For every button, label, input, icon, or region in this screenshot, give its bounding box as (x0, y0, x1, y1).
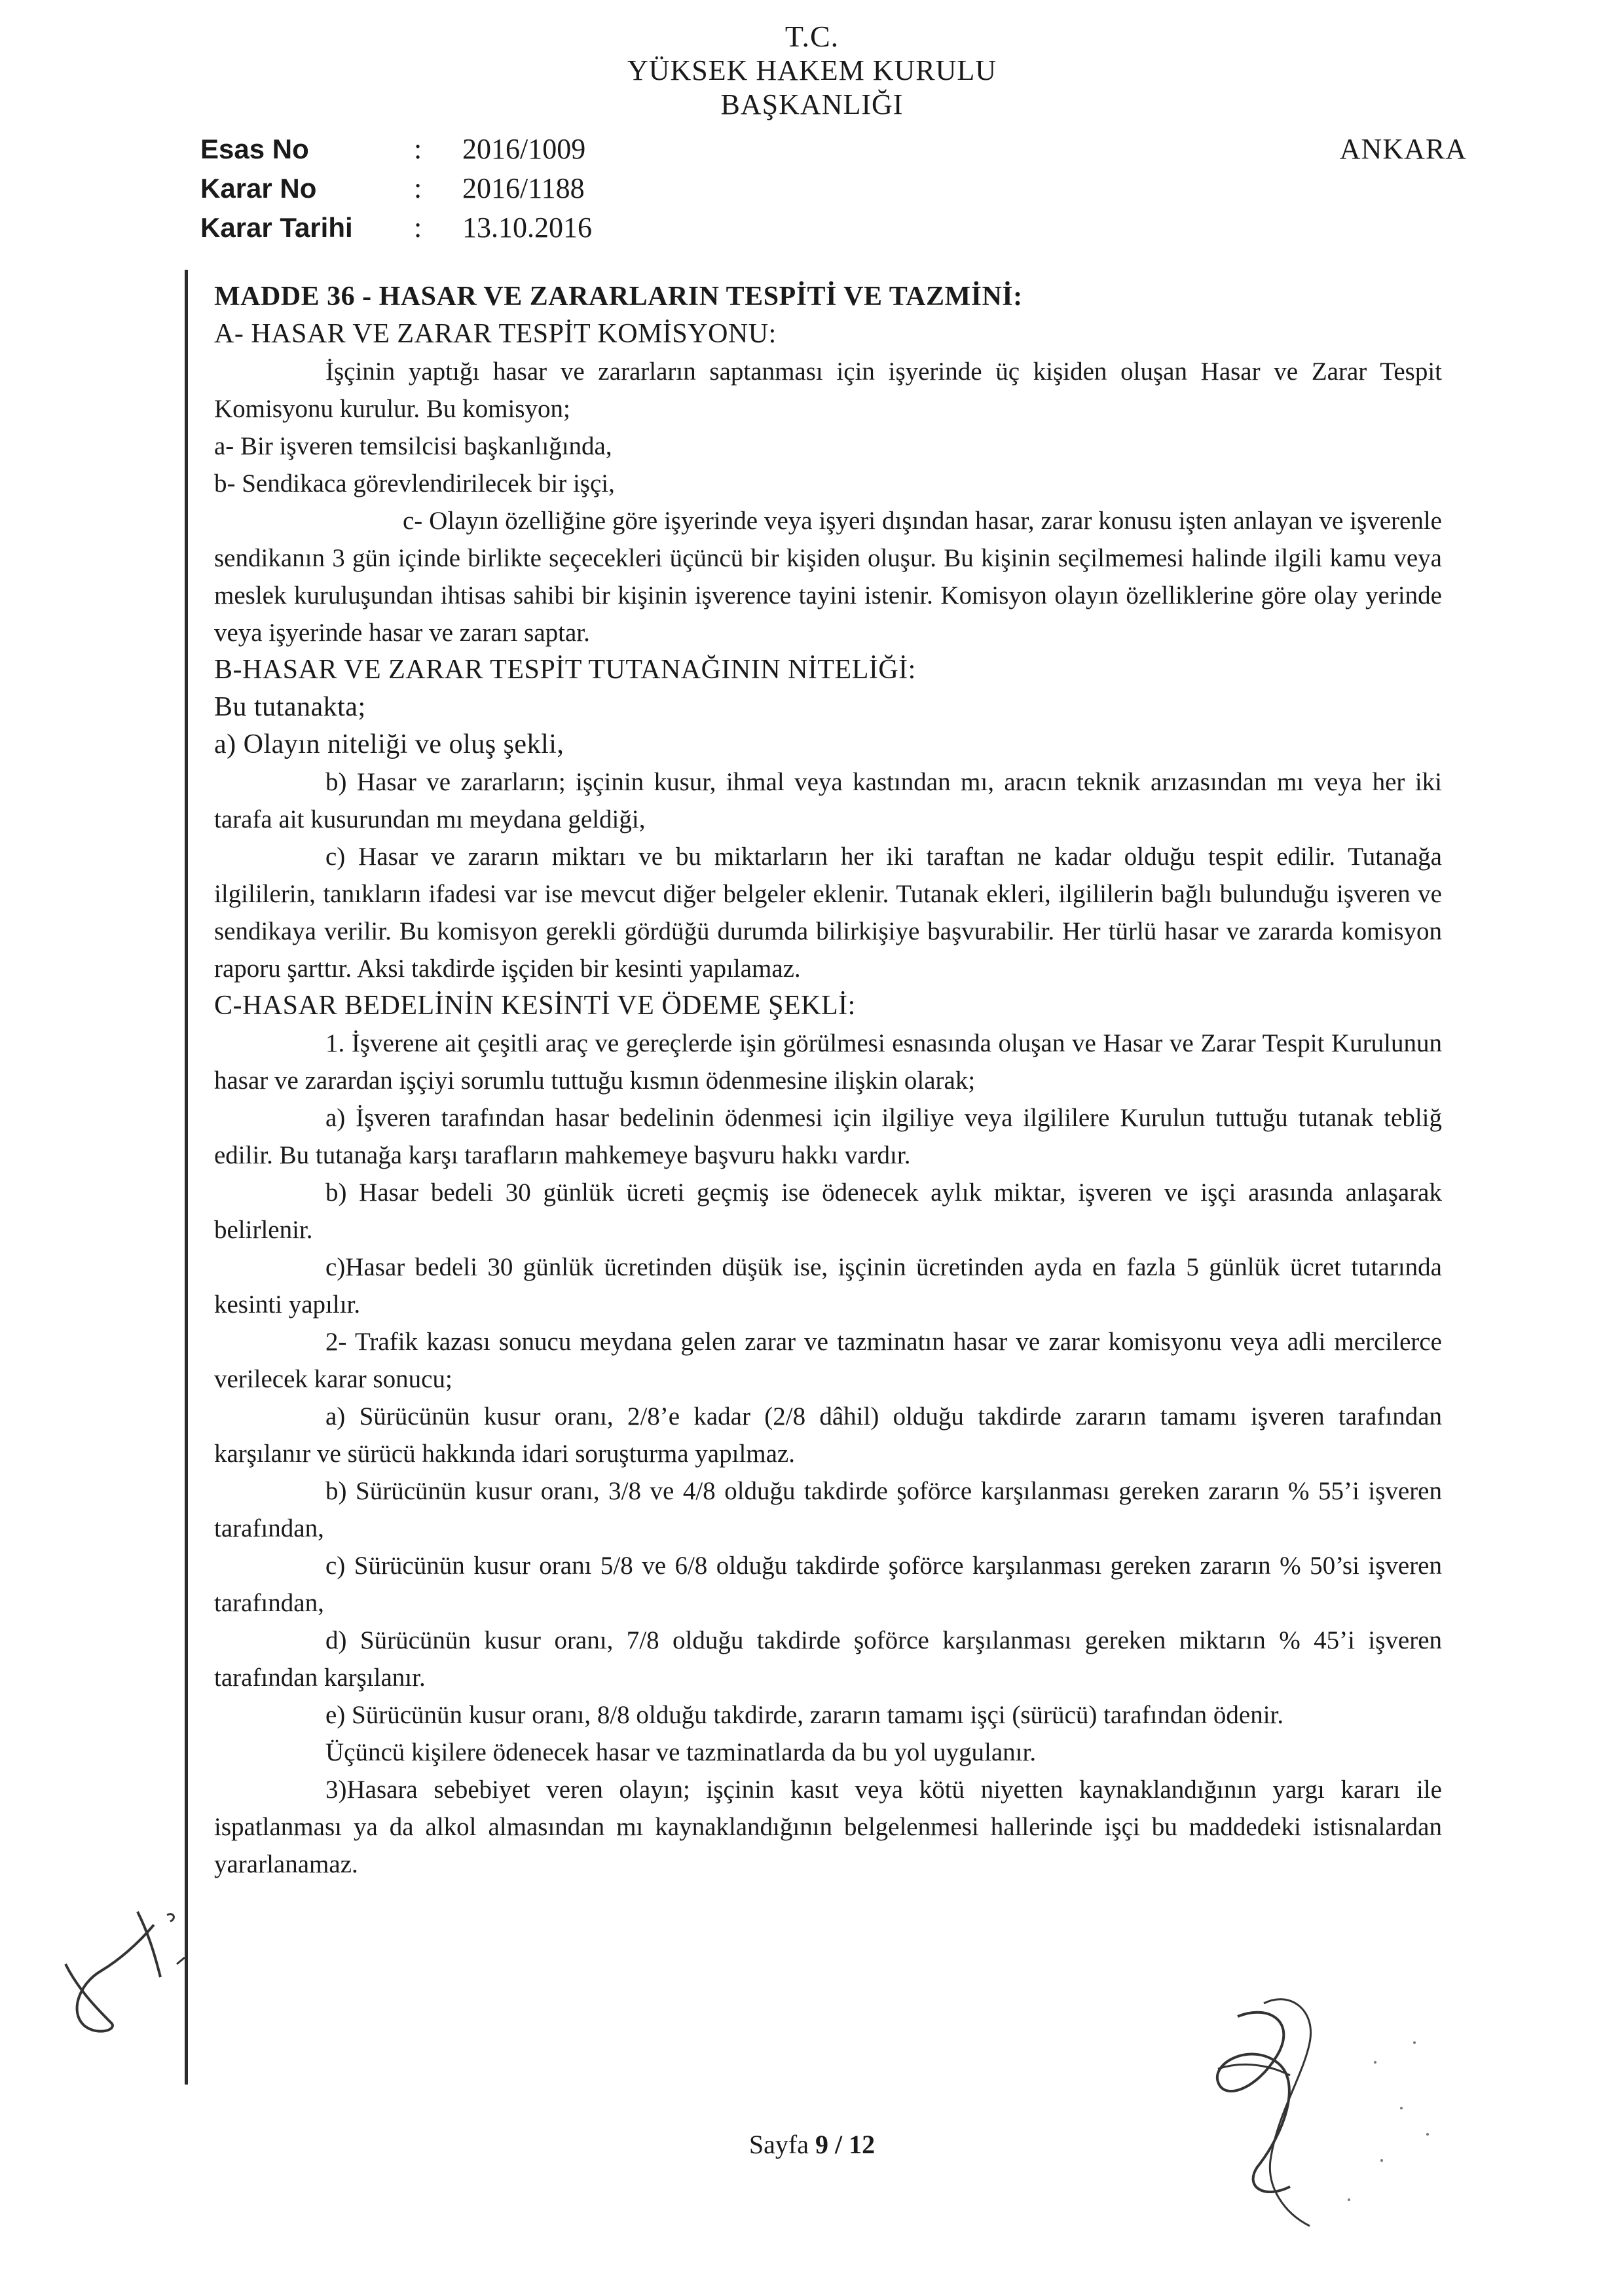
karar-value: 2016/1188 (462, 172, 585, 204)
section-c-item-1c: c)Hasar bedeli 30 günlük ücretinden düşük ise, işçinin ücretinden ayda en fazla 5 günlük ücret tutarında kesinti yapılır. (214, 1253, 1442, 1319)
margin-rule (185, 270, 188, 2085)
section-a-item-c: c- Olayın özelliğine göre işyerinde veya işyeri dışından hasar, zarar konusu işten anlayan ve işverenle sendikanın 3 gün içinde birlikte seçecekleri üçüncü bir kişiden oluşur. Bu kişinin seçilmemesi halinde ilgili kamu veya meslek kuruluşundan ihtisas sahibi bir kişinin işverence tayini istenir. Komisyon olayın özelliklerine göre olay yerinde veya işyerinde hasar ve zararı saptar. (214, 507, 1442, 647)
section-b-heading: B-HASAR VE ZARAR TESPİT TUTANAĞININ NİTELİĞİ: (214, 655, 916, 685)
karar-label: Karar No (200, 173, 317, 204)
page-label: Sayfa (748, 2130, 809, 2159)
article-title: MADDE 36 - HASAR VE ZARARLARIN TESPİTİ VE TAZMİNİ: (214, 282, 1023, 312)
page-current: 9 (815, 2130, 828, 2159)
section-c-heading: C-HASAR BEDELİNİN KESİNTİ VE ÖDEME ŞEKLİ: (214, 991, 856, 1021)
section-c-item-2a: a) Sürücünün kusur oranı, 2/8’e kadar (2/8 dâhil) olduğu takdirde zararın tamamı işveren tarafından karşılanır ve sürücü hakkında idari soruşturma yapılmaz. (214, 1402, 1442, 1468)
esas-value: 2016/1009 (462, 133, 586, 165)
section-a-item-a: a- Bir işveren temsilcisi başkanlığında, (214, 432, 612, 460)
city-name: ANKARA (1339, 133, 1467, 165)
karar-colon: : (414, 172, 422, 204)
section-b-intro: Bu tutanakta; (214, 692, 366, 722)
header-tc: T.C. (784, 20, 840, 53)
header-presidency: BAŞKANLIĞI (720, 88, 904, 120)
section-c-item-2f: Üçüncü kişilere ödenecek hasar ve tazminatlarda da bu yol uygulanır. (325, 1738, 1037, 1766)
section-c-item-1a: a) İşveren tarafından hasar bedelinin ödenmesi için ilgiliye veya ilgililere Kurulun tuttuğu tutanak tebliğ edilir. Bu tutanağa karşı tarafların mahkemeye başvuru hakkı vardır. (214, 1104, 1442, 1169)
section-c-item-2d: d) Sürücünün kusur oranı, 7/8 olduğu takdirde şoförce karşılanması gereken miktarın % 45’i işveren tarafından karşılanır. (214, 1626, 1442, 1692)
esas-row (200, 130, 592, 169)
tarih-colon: : (414, 211, 422, 244)
signature-icon (1179, 1964, 1454, 2252)
section-c-item-2: 2- Trafik kazası sonucu meydana gelen zarar ve tazminatın hasar ve zarar komisyonu veya adli mercilerce verilecek karar sonucu; (214, 1328, 1442, 1393)
header-institution: YÜKSEK HAKEM KURULU (627, 54, 997, 86)
document-body (214, 278, 1442, 1883)
tarih-value: 13.10.2016 (462, 211, 592, 244)
section-c-item-2b: b) Sürücünün kusur oranı, 3/8 ve 4/8 olduğu takdirde şoförce karşılanması gereken zararın % 55’i işveren tarafından, (214, 1477, 1442, 1542)
section-a-heading: A- HASAR VE ZARAR TESPİT KOMİSYONU: (214, 319, 777, 349)
section-a-intro: İşçinin yaptığı hasar ve zararların saptanması için işyerinde üç kişiden oluşan Hasar ve Zarar Tespit Komisyonu kurulur. Bu komisyon; (214, 357, 1442, 423)
section-c-item-1b: b) Hasar bedeli 30 günlük ücreti geçmiş ise ödenecek aylık miktar, işveren ve işçi arasında anlaşarak belirlenir. (214, 1178, 1442, 1244)
section-a-item-b: b- Sendikaca görevlendirilecek bir işçi, (214, 469, 615, 498)
section-b-item-b: b) Hasar ve zararların; işçinin kusur, ihmal veya kastından mı, aracın teknik arızasından mı veya her iki tarafa ait kusurundan mı meydana geldiği, (214, 768, 1442, 833)
page-total: 12 (849, 2130, 876, 2159)
section-c-item-2e: e) Sürücünün kusur oranı, 8/8 olduğu takdirde, zararın tamamı işçi (sürücü) tarafından ödenir. (325, 1701, 1284, 1729)
section-c-item-1: 1. İşverene ait çeşitli araç ve gereçlerde işin görülmesi esnasında oluşan ve Hasar ve Zarar Tespit Kurulunun hasar ve zarardan işçiyi sorumlu tuttuğu kısmın ödenmesine ilişkin olarak; (214, 1029, 1442, 1095)
esas-colon: : (414, 133, 422, 165)
case-metadata (200, 130, 592, 247)
tarih-row (200, 208, 592, 247)
section-b-item-a: a) Olayın niteliği ve oluş şekli, (214, 729, 564, 759)
section-b-item-c: c) Hasar ve zararın miktarı ve bu miktarların her iki taraftan ne kadar olduğu tespit edilir. Tutanağa ilgililerin, tanıkların ifadesi var ise mevcut diğer belgeler eklenir. Tutanak ekleri, ilgililerin bağlı bulunduğu işveren ve sendikaya verilir. Bu komisyon gerekli gördüğü durumda bilirkişiye başvurabilir. Her türlü hasar ve zararda komisyon raporu şarttır. Aksi takdirde işçiden bir kesinti yapılamaz. (214, 843, 1442, 983)
section-c-item-2c: c) Sürücünün kusur oranı 5/8 ve 6/8 olduğu takdirde şoförce karşılanması gereken zararın % 50’si işveren tarafından, (214, 1552, 1442, 1617)
karar-row (200, 169, 592, 208)
page-separator: / (834, 2130, 843, 2159)
initials-mark-icon (39, 1886, 210, 2056)
section-c-item-3: 3)Hasara sebebiyet veren olayın; işçinin kasıt veya kötü niyetten kaynaklandığının yargı kararı ile ispatlanması ya da alkol almasından mı kaynaklandığının belgelenmesi hallerinde işçi bu maddedeki istisnalardan yararlanamaz. (214, 1776, 1442, 1878)
tarih-label: Karar Tarihi (200, 212, 353, 243)
esas-label: Esas No (200, 134, 309, 164)
document-header (0, 20, 1624, 122)
